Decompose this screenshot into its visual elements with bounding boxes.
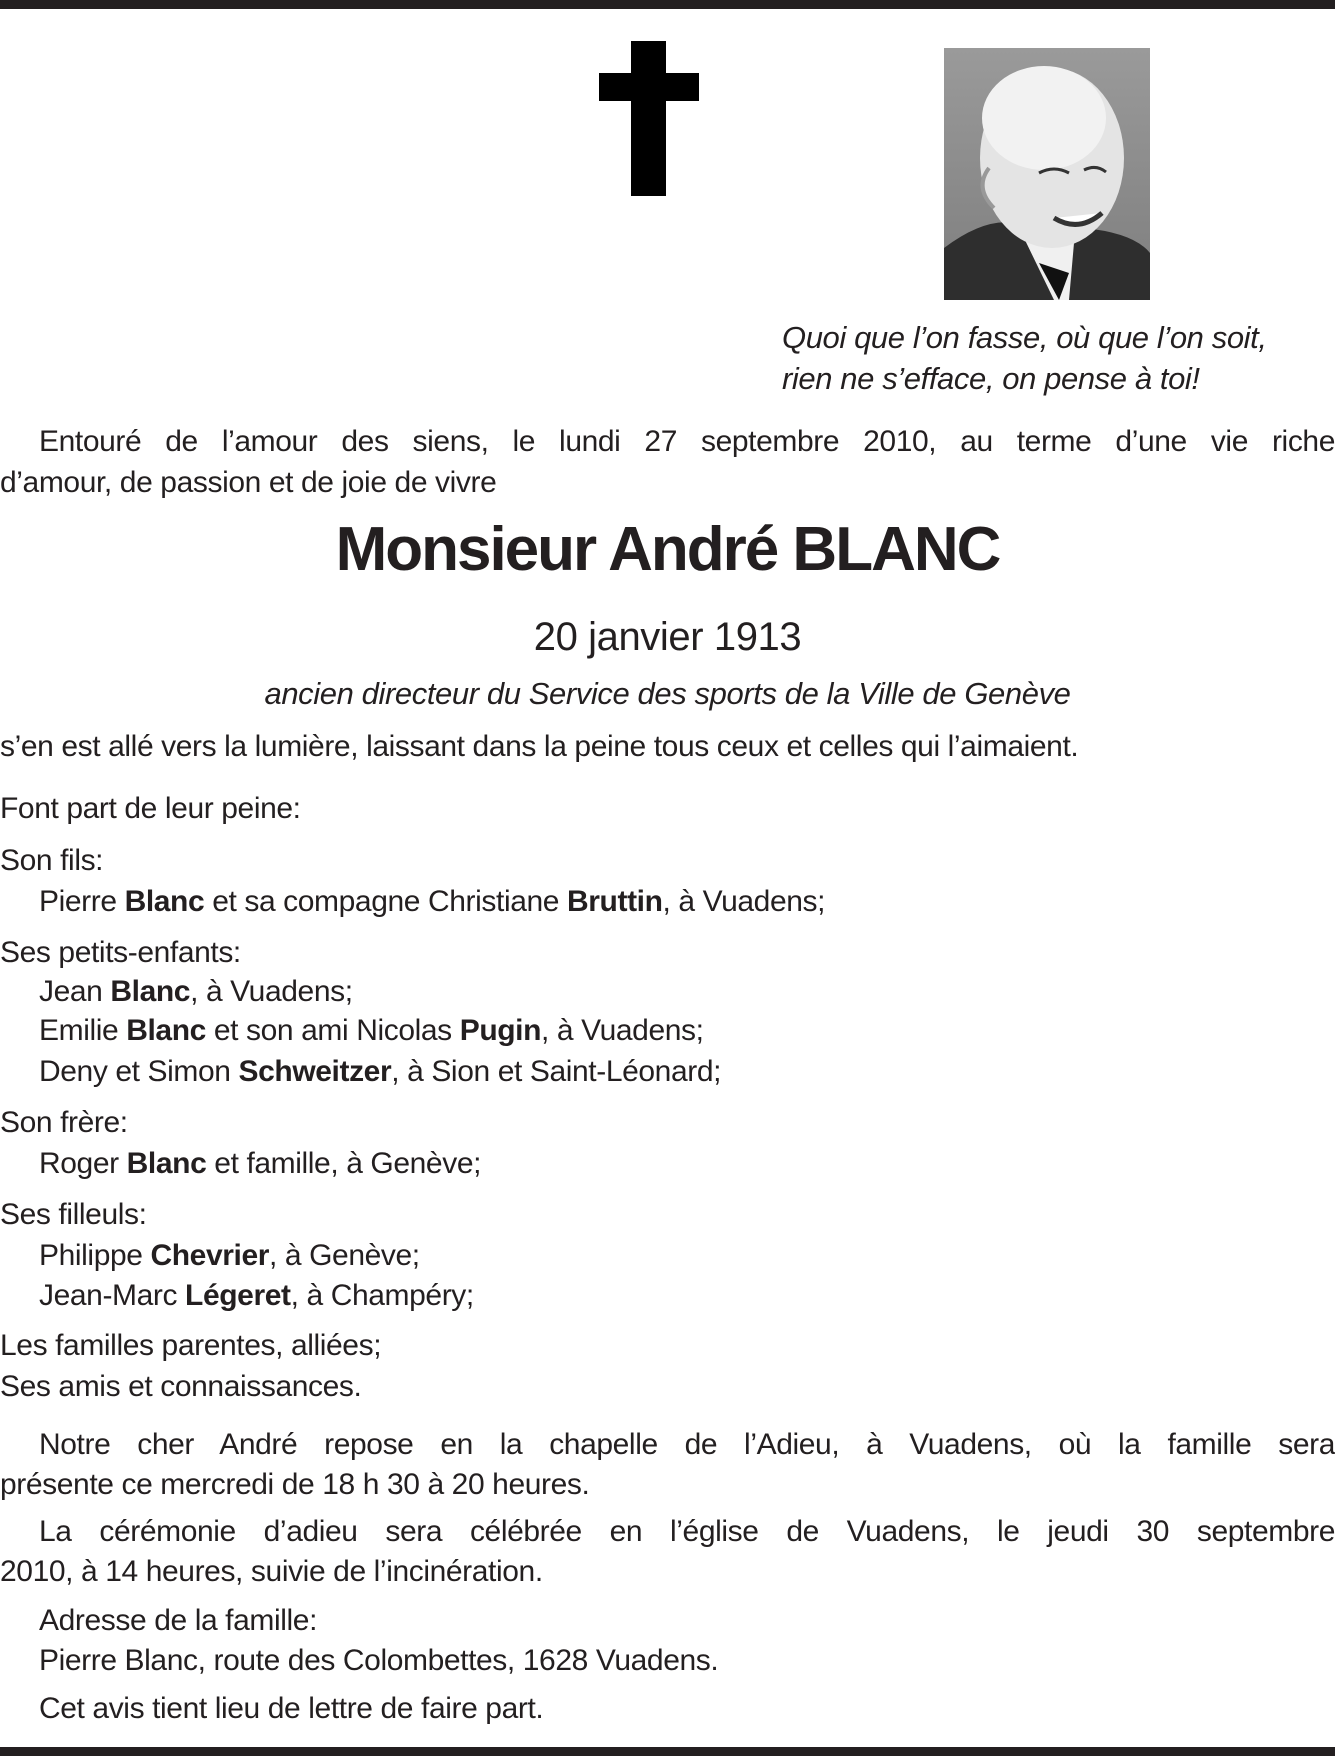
- family-member: Jean-Marc Légeret, à Champéry;: [39, 1279, 474, 1312]
- repose-text: Notre cher André repose en la chapelle de l’Adieu, à Vuadens, où la famille sera: [39, 1428, 1335, 1461]
- family-others: Ses amis et connaissances.: [0, 1370, 362, 1403]
- bottom-rule: [0, 1747, 1335, 1756]
- role-description: ancien directeur du Service des sports de la Ville de Genève: [264, 676, 1071, 711]
- top-rule: [0, 0, 1335, 9]
- group-heading: Son fils:: [0, 844, 104, 877]
- family-member: Philippe Chevrier, à Genève;: [39, 1239, 420, 1272]
- quote-line: Quoi que l’on fasse, où que l’on soit,: [782, 320, 1267, 355]
- quote-line: rien ne s’efface, on pense à toi!: [782, 361, 1200, 396]
- portrait-photo: [944, 48, 1150, 300]
- cross-icon: [599, 41, 699, 196]
- intro-text: Entouré de l’amour des siens, le lundi 27 septembre 2010, au terme d’une vie riche: [39, 425, 1335, 458]
- departure-text: s’en est allé vers la lumière, laissant dans la peine tous ceux et celles qui l’aimaient.: [0, 730, 1079, 763]
- family-member: Emilie Blanc et son ami Nicolas Pugin, à Vuadens;: [39, 1014, 704, 1047]
- birth-date: 20 janvier 1913: [533, 615, 802, 659]
- ceremony-text: 2010, à 14 heures, suivie de l’incinération.: [0, 1555, 543, 1588]
- intro-text: d’amour, de passion et de joie de vivre: [0, 466, 497, 499]
- deceased-name: Monsieur André BLANC: [335, 515, 1000, 584]
- group-heading: Ses filleuls:: [0, 1198, 147, 1231]
- address-label: Adresse de la famille:: [39, 1604, 318, 1637]
- family-intro: Font part de leur peine:: [0, 792, 301, 825]
- group-heading: Son frère:: [0, 1106, 128, 1139]
- ceremony-text: La cérémonie d’adieu sera célébrée en l’église de Vuadens, le jeudi 30 septembre: [39, 1515, 1335, 1548]
- family-address: Pierre Blanc, route des Colombettes, 1628 Vuadens.: [39, 1644, 719, 1677]
- group-heading: Ses petits-enfants:: [0, 936, 241, 969]
- notice-text: Cet avis tient lieu de lettre de faire part.: [39, 1692, 544, 1725]
- family-member: Roger Blanc et famille, à Genève;: [39, 1147, 482, 1180]
- family-member: Deny et Simon Schweitzer, à Sion et Saint-Léonard;: [39, 1055, 722, 1088]
- family-member: Pierre Blanc et sa compagne Christiane Bruttin, à Vuadens;: [39, 885, 826, 918]
- repose-text: présente ce mercredi de 18 h 30 à 20 heures.: [0, 1468, 590, 1501]
- family-others: Les familles parentes, alliées;: [0, 1329, 382, 1362]
- family-member: Jean Blanc, à Vuadens;: [39, 975, 353, 1008]
